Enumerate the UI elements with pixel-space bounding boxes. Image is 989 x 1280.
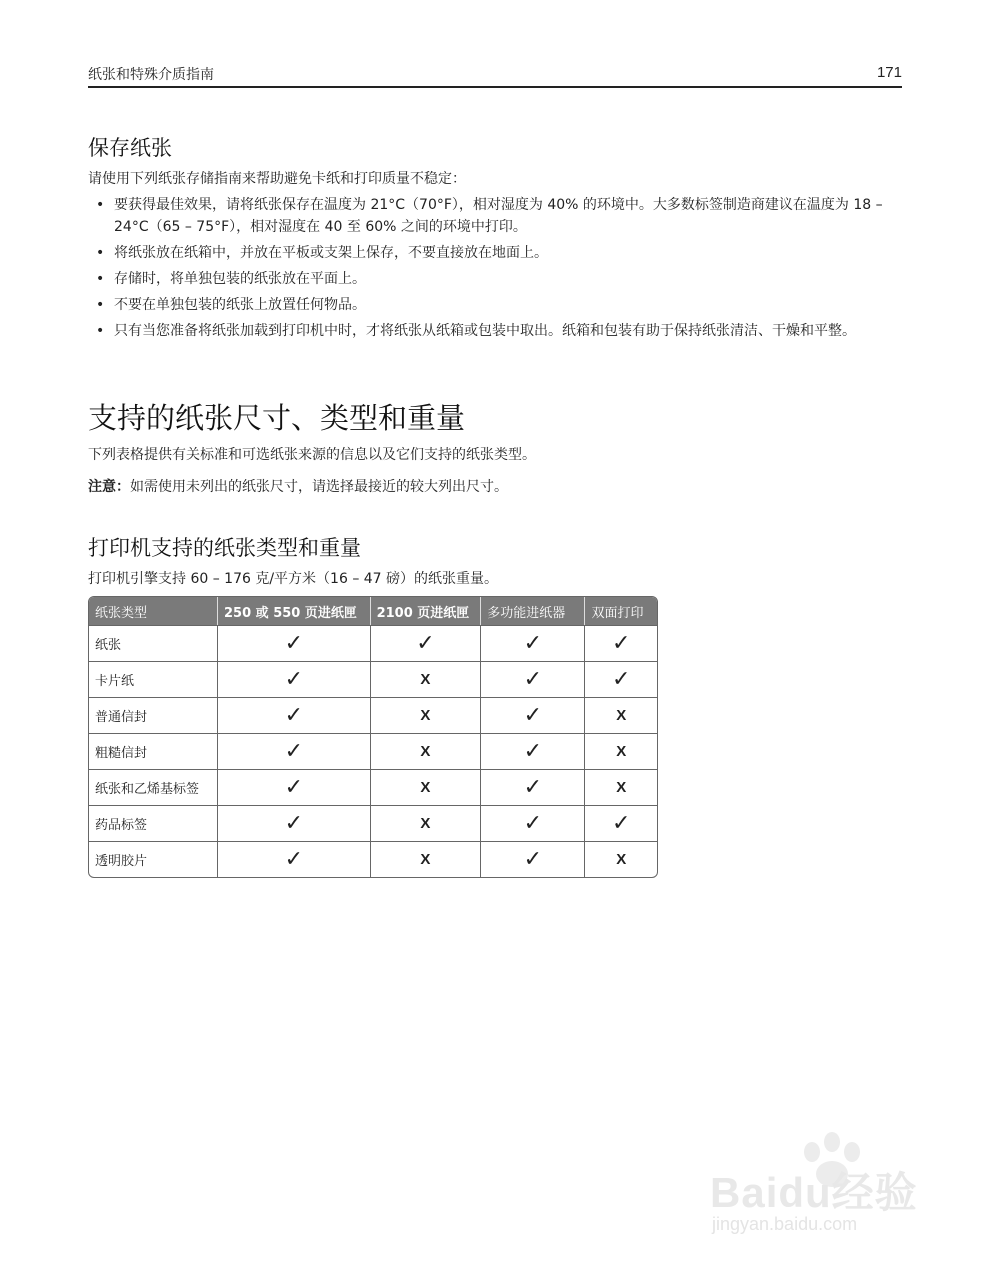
table-row bbox=[89, 769, 657, 805]
checkmark-icon: ✓ bbox=[523, 666, 543, 692]
weight-intro: 打印机引擎支持 60 – 176 克/平方米（16 – 47 磅）的纸张重量。 bbox=[88, 571, 499, 587]
section-heading-storage: 保存纸张 bbox=[88, 136, 172, 160]
bullet-icon: • bbox=[96, 245, 105, 261]
note-text: 如需使用未列出的纸张尺寸，请选择最接近的较大列出尺寸。 bbox=[130, 479, 508, 495]
checkmark-icon: ✓ bbox=[612, 810, 631, 836]
checkmark-icon: ✓ bbox=[523, 810, 543, 836]
watermark bbox=[700, 1130, 960, 1240]
support-cell bbox=[218, 697, 371, 733]
support-cell bbox=[481, 625, 585, 661]
checkmark-icon: ✓ bbox=[284, 738, 303, 764]
support-cell bbox=[371, 625, 482, 661]
support-cell bbox=[371, 805, 482, 841]
cross-icon: X bbox=[616, 779, 627, 796]
bullet-icon: • bbox=[96, 197, 105, 213]
header-title: 纸张和特殊介质指南 bbox=[88, 67, 214, 83]
support-cell bbox=[585, 733, 657, 769]
bullet-icon: • bbox=[96, 323, 105, 339]
note-label: 注意： bbox=[88, 479, 130, 495]
paper-type-table bbox=[88, 596, 658, 878]
storage-intro: 请使用下列纸张存储指南来帮助避免卡纸和打印质量不稳定： bbox=[88, 171, 466, 187]
checkmark-icon: ✓ bbox=[523, 738, 543, 764]
table-row bbox=[89, 697, 657, 733]
cross-icon: X bbox=[420, 707, 431, 724]
support-cell bbox=[481, 733, 585, 769]
support-cell bbox=[371, 697, 482, 733]
support-cell bbox=[218, 733, 371, 769]
checkmark-icon: ✓ bbox=[523, 630, 543, 656]
col-header-duplex: 双面打印 bbox=[585, 597, 657, 625]
support-cell bbox=[371, 733, 482, 769]
col-header-type: 纸张类型 bbox=[89, 597, 218, 625]
checkmark-icon: ✓ bbox=[284, 810, 303, 836]
list-item: • 只有当您准备将纸张加载到打印机中时，才将纸张从纸箱或包装中取出。纸箱和包装有助于保持纸张清洁、干燥和平整。 bbox=[88, 320, 902, 342]
checkmark-icon: ✓ bbox=[523, 774, 543, 800]
support-cell bbox=[585, 625, 657, 661]
support-cell bbox=[218, 625, 371, 661]
table-row bbox=[89, 805, 657, 841]
supported-intro: 下列表格提供有关标准和可选纸张来源的信息以及它们支持的纸张类型。 bbox=[88, 447, 536, 463]
section-heading-types: 打印机支持的纸张类型和重量 bbox=[88, 536, 361, 560]
support-cell bbox=[585, 841, 657, 877]
support-cell bbox=[371, 769, 482, 805]
table-row bbox=[89, 661, 657, 697]
support-cell bbox=[585, 805, 657, 841]
list-item: • 将纸张放在纸箱中，并放在平板或支架上保存，不要直接放在地面上。 bbox=[88, 242, 902, 264]
list-item: • 存储时，将单独包装的纸张放在平面上。 bbox=[88, 268, 902, 290]
cross-icon: X bbox=[420, 743, 431, 760]
support-cell bbox=[481, 805, 585, 841]
section-heading-supported: 支持的纸张尺寸、类型和重量 bbox=[88, 401, 466, 435]
table-header-row bbox=[89, 597, 657, 625]
checkmark-icon: ✓ bbox=[284, 630, 303, 656]
paper-type-cell: 透明胶片 bbox=[89, 841, 218, 877]
checkmark-icon: ✓ bbox=[284, 846, 303, 872]
cross-icon: X bbox=[616, 707, 627, 724]
checkmark-icon: ✓ bbox=[284, 702, 303, 728]
paper-type-cell: 纸张 bbox=[89, 625, 218, 661]
col-header-tray-2100: 2100 页进纸匣 bbox=[371, 597, 482, 625]
table-row bbox=[89, 841, 657, 877]
checkmark-icon: ✓ bbox=[523, 846, 543, 872]
cross-icon: X bbox=[420, 779, 431, 796]
support-cell bbox=[371, 841, 482, 877]
list-item: • 要获得最佳效果，请将纸张保存在温度为 21°C（70°F），相对湿度为 40% 的环境中。大多数标签制造商建议在温度为 18 – 24°C（65 – 75°F），相对湿度在 40 至 60% 之间的环境中打印。 bbox=[88, 194, 902, 238]
support-cell bbox=[585, 697, 657, 733]
col-header-tray-550: 250 或 550 页进纸匣 bbox=[218, 597, 371, 625]
page-header bbox=[88, 62, 902, 88]
table-row bbox=[89, 625, 657, 661]
checkmark-icon: ✓ bbox=[284, 666, 303, 692]
paper-type-cell: 卡片纸 bbox=[89, 661, 218, 697]
support-cell bbox=[481, 697, 585, 733]
support-cell bbox=[218, 769, 371, 805]
checkmark-icon: ✓ bbox=[612, 666, 631, 692]
cross-icon: X bbox=[420, 851, 431, 868]
bullet-icon: • bbox=[96, 297, 105, 313]
support-cell bbox=[585, 661, 657, 697]
cross-icon: X bbox=[420, 671, 431, 688]
paper-type-cell: 普通信封 bbox=[89, 697, 218, 733]
paper-type-cell: 药品标签 bbox=[89, 805, 218, 841]
support-cell bbox=[218, 661, 371, 697]
cross-icon: X bbox=[420, 815, 431, 832]
support-cell bbox=[218, 841, 371, 877]
checkmark-icon: ✓ bbox=[523, 702, 543, 728]
checkmark-icon: ✓ bbox=[284, 774, 303, 800]
storage-bullet-list bbox=[88, 194, 902, 346]
support-cell bbox=[481, 841, 585, 877]
paper-type-cell: 纸张和乙烯基标签 bbox=[89, 769, 218, 805]
list-item: • 不要在单独包装的纸张上放置任何物品。 bbox=[88, 294, 902, 316]
support-cell bbox=[218, 805, 371, 841]
support-cell bbox=[481, 769, 585, 805]
cross-icon: X bbox=[616, 851, 627, 868]
support-cell bbox=[371, 661, 482, 697]
cross-icon: X bbox=[616, 743, 627, 760]
col-header-mpf: 多功能进纸器 bbox=[481, 597, 585, 625]
note bbox=[88, 476, 902, 498]
bullet-icon: • bbox=[96, 271, 105, 287]
paper-type-cell: 粗糙信封 bbox=[89, 733, 218, 769]
table-row bbox=[89, 733, 657, 769]
watermark-site: jingyan.baidu.com bbox=[712, 1214, 858, 1234]
support-cell bbox=[585, 769, 657, 805]
page-number: 171 bbox=[876, 64, 902, 81]
support-cell bbox=[481, 661, 585, 697]
checkmark-icon: ✓ bbox=[416, 630, 435, 656]
watermark-brand: Baidu经验 bbox=[710, 1169, 918, 1216]
checkmark-icon: ✓ bbox=[612, 630, 631, 656]
